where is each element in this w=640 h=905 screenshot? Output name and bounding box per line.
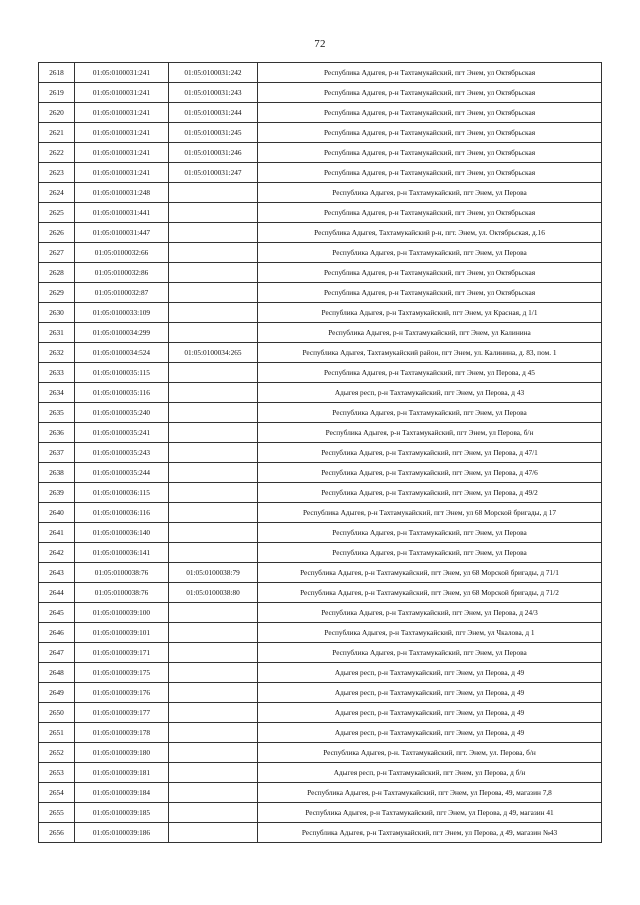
- table-row: [39, 563, 602, 583]
- table-row: [39, 83, 602, 103]
- cadastral-number-cell: 01:05:0100039:178: [75, 723, 169, 743]
- address-cell: Республика Адыгея, р-н Тахтамукайский, пгт Энем, ул Октябрьская: [258, 283, 602, 303]
- table-row: [39, 503, 602, 523]
- address-cell: Республика Адыгея, р-н Тахтамукайский, пгт Энем, ул Перова, 49, магазин 7,8: [258, 783, 602, 803]
- table-row: [39, 803, 602, 823]
- row-number-cell: 2632: [39, 343, 75, 363]
- address-cell: Республика Адыгея, р-н Тахтамукайский, пгт Энем, ул Чкалова, д 1: [258, 623, 602, 643]
- table-row: [39, 423, 602, 443]
- cadastral-number-cell: 01:05:0100039:177: [75, 703, 169, 723]
- address-cell: Республика Адыгея, р-н Тахтамукайский, пгт Энем, ул Перова, д 45: [258, 363, 602, 383]
- cadastral-number-cell: 01:05:0100032:66: [75, 243, 169, 263]
- cadastral-number-cell: 01:05:0100035:116: [75, 383, 169, 403]
- table-row: [39, 703, 602, 723]
- cadastral-number-cell: 01:05:0100031:441: [75, 203, 169, 223]
- address-cell: Республика Адыгея, р-н Тахтамукайский, пгт Энем, ул Перова, д 49, магазин №43: [258, 823, 602, 843]
- cadastral-number-cell: 01:05:0100036:140: [75, 523, 169, 543]
- sub-cadastral-number-cell: [169, 303, 258, 323]
- sub-cadastral-number-cell: [169, 203, 258, 223]
- row-number-cell: 2637: [39, 443, 75, 463]
- cadastral-number-cell: 01:05:0100031:241: [75, 103, 169, 123]
- sub-cadastral-number-cell: [169, 803, 258, 823]
- cadastral-number-cell: 01:05:0100031:241: [75, 123, 169, 143]
- row-number-cell: 2629: [39, 283, 75, 303]
- row-number-cell: 2649: [39, 683, 75, 703]
- address-cell: Республика Адыгея, р-н Тахтамукайский, пгт Энем, ул Октябрьская: [258, 83, 602, 103]
- table-row: [39, 323, 602, 343]
- table-row: [39, 623, 602, 643]
- cadastral-number-cell: 01:05:0100032:86: [75, 263, 169, 283]
- sub-cadastral-number-cell: [169, 323, 258, 343]
- address-cell: Республика Адыгея, р-н Тахтамукайский, пгт Энем, ул Перова, б/н: [258, 423, 602, 443]
- table-row: [39, 243, 602, 263]
- table-row: [39, 143, 602, 163]
- row-number-cell: 2638: [39, 463, 75, 483]
- address-cell: Адыгея респ, р-н Тахтамукайский, пгт Энем, ул Перова, д б/н: [258, 763, 602, 783]
- sub-cadastral-number-cell: [169, 623, 258, 643]
- sub-cadastral-number-cell: [169, 263, 258, 283]
- row-number-cell: 2621: [39, 123, 75, 143]
- cadastral-number-cell: 01:05:0100032:87: [75, 283, 169, 303]
- table-row: [39, 603, 602, 623]
- address-cell: Республика Адыгея, р-н Тахтамукайский, пгт Энем, ул Перова, д 49, магазин 41: [258, 803, 602, 823]
- sub-cadastral-number-cell: [169, 543, 258, 563]
- cadastral-number-cell: 01:05:0100039:176: [75, 683, 169, 703]
- sub-cadastral-number-cell: [169, 603, 258, 623]
- cadastral-number-cell: 01:05:0100031:241: [75, 163, 169, 183]
- address-cell: Республика Адыгея, р-н Тахтамукайский, пгт Энем, ул 68 Морской бригады, д 17: [258, 503, 602, 523]
- address-cell: Республика Адыгея, р-н Тахтамукайский, пгт Энем, ул Октябрьская: [258, 163, 602, 183]
- address-cell: Республика Адыгея, р-н Тахтамукайский, пгт Энем, ул Октябрьская: [258, 263, 602, 283]
- table-row: [39, 183, 602, 203]
- sub-cadastral-number-cell: [169, 643, 258, 663]
- sub-cadastral-number-cell: [169, 443, 258, 463]
- address-cell: Адыгея респ, р-н Тахтамукайский, пгт Энем, ул Перова, д 49: [258, 703, 602, 723]
- address-cell: Республика Адыгея, р-н Тахтамукайский, пгт Энем, ул Октябрьская: [258, 143, 602, 163]
- table-row: [39, 203, 602, 223]
- table-row: [39, 723, 602, 743]
- address-cell: Республика Адыгея, р-н Тахтамукайский, пгт Энем, ул Перова: [258, 643, 602, 663]
- sub-cadastral-number-cell: [169, 683, 258, 703]
- row-number-cell: 2622: [39, 143, 75, 163]
- address-cell: Республика Адыгея, р-н Тахтамукайский, пгт Энем, ул Перова, д 47/1: [258, 443, 602, 463]
- address-cell: Республика Адыгея, р-н Тахтамукайский, пгт Энем, ул Перова, д 24/3: [258, 603, 602, 623]
- address-cell: Адыгея респ, р-н Тахтамукайский, пгт Энем, ул Перова, д 43: [258, 383, 602, 403]
- address-cell: Республика Адыгея, Тахтамукайский район, пгт Энем, ул. Калинина, д. 83, пом. 1: [258, 343, 602, 363]
- cadastral-number-cell: 01:05:0100039:186: [75, 823, 169, 843]
- table-row: [39, 683, 602, 703]
- table-row: [39, 783, 602, 803]
- row-number-cell: 2640: [39, 503, 75, 523]
- table-row: [39, 403, 602, 423]
- address-cell: Республика Адыгея, р-н Тахтамукайский, пгт Энем, ул Перова, д 49/2: [258, 483, 602, 503]
- table-row: [39, 443, 602, 463]
- cadastral-number-cell: 01:05:0100031:248: [75, 183, 169, 203]
- sub-cadastral-number-cell: [169, 503, 258, 523]
- row-number-cell: 2642: [39, 543, 75, 563]
- row-number-cell: 2656: [39, 823, 75, 843]
- cadastral-number-cell: 01:05:0100035:243: [75, 443, 169, 463]
- table-row: [39, 343, 602, 363]
- sub-cadastral-number-cell: [169, 243, 258, 263]
- address-cell: Адыгея респ, р-н Тахтамукайский, пгт Энем, ул Перова, д 49: [258, 663, 602, 683]
- cadastral-number-cell: 01:05:0100039:171: [75, 643, 169, 663]
- cadastral-number-cell: 01:05:0100035:244: [75, 463, 169, 483]
- address-cell: Республика Адыгея, р-н Тахтамукайский, пгт Энем, ул Перова: [258, 523, 602, 543]
- table-row: [39, 463, 602, 483]
- address-cell: Республика Адыгея, р-н Тахтамукайский, пгт Энем, ул Октябрьская: [258, 123, 602, 143]
- table-row: [39, 383, 602, 403]
- cadastral-number-cell: 01:05:0100039:185: [75, 803, 169, 823]
- sub-cadastral-number-cell: 01:05:0100038:79: [169, 563, 258, 583]
- sub-cadastral-number-cell: [169, 723, 258, 743]
- address-cell: Республика Адыгея, р-н Тахтамукайский, пгт Энем, ул Октябрьская: [258, 103, 602, 123]
- sub-cadastral-number-cell: [169, 423, 258, 443]
- cadastral-number-cell: 01:05:0100034:299: [75, 323, 169, 343]
- address-cell: Республика Адыгея, р-н Тахтамукайский, пгт Энем, ул Перова: [258, 183, 602, 203]
- cadastral-number-cell: 01:05:0100039:184: [75, 783, 169, 803]
- row-number-cell: 2653: [39, 763, 75, 783]
- row-number-cell: 2644: [39, 583, 75, 603]
- row-number-cell: 2651: [39, 723, 75, 743]
- address-cell: Республика Адыгея, р-н Тахтамукайский, пгт Энем, ул Калинина: [258, 323, 602, 343]
- sub-cadastral-number-cell: [169, 363, 258, 383]
- page-number: 72: [314, 38, 326, 50]
- cadastral-number-cell: 01:05:0100038:76: [75, 563, 169, 583]
- sub-cadastral-number-cell: 01:05:0100031:244: [169, 103, 258, 123]
- sub-cadastral-number-cell: 01:05:0100031:243: [169, 83, 258, 103]
- sub-cadastral-number-cell: 01:05:0100031:242: [169, 63, 258, 83]
- row-number-cell: 2626: [39, 223, 75, 243]
- table-row: [39, 543, 602, 563]
- cadastral-number-cell: 01:05:0100036:116: [75, 503, 169, 523]
- cadastral-number-cell: 01:05:0100039:175: [75, 663, 169, 683]
- sub-cadastral-number-cell: [169, 703, 258, 723]
- row-number-cell: 2631: [39, 323, 75, 343]
- row-number-cell: 2645: [39, 603, 75, 623]
- sub-cadastral-number-cell: [169, 403, 258, 423]
- table-row: [39, 63, 602, 83]
- cadastral-number-cell: 01:05:0100035:240: [75, 403, 169, 423]
- address-cell: Республика Адыгея, р-н Тахтамукайский, пгт Энем, ул Перова: [258, 543, 602, 563]
- sub-cadastral-number-cell: [169, 223, 258, 243]
- row-number-cell: 2620: [39, 103, 75, 123]
- table-row: [39, 763, 602, 783]
- sub-cadastral-number-cell: 01:05:0100038:80: [169, 583, 258, 603]
- cadastral-number-cell: 01:05:0100039:181: [75, 763, 169, 783]
- row-number-cell: 2648: [39, 663, 75, 683]
- address-cell: Республика Адыгея, р-н Тахтамукайский, пгт Энем, ул Октябрьская: [258, 203, 602, 223]
- sub-cadastral-number-cell: [169, 483, 258, 503]
- table-row: [39, 123, 602, 143]
- sub-cadastral-number-cell: 01:05:0100034:265: [169, 343, 258, 363]
- cadastral-number-cell: 01:05:0100031:447: [75, 223, 169, 243]
- table-row: [39, 163, 602, 183]
- address-cell: Республика Адыгея, р-н Тахтамукайский, пгт Энем, ул Красная, д 1/1: [258, 303, 602, 323]
- table-row: [39, 223, 602, 243]
- table-row: [39, 303, 602, 323]
- row-number-cell: 2627: [39, 243, 75, 263]
- sub-cadastral-number-cell: 01:05:0100031:245: [169, 123, 258, 143]
- table-row: [39, 363, 602, 383]
- row-number-cell: 2647: [39, 643, 75, 663]
- address-cell: Адыгея респ, р-н Тахтамукайский, пгт Энем, ул Перова, д 49: [258, 723, 602, 743]
- sub-cadastral-number-cell: [169, 663, 258, 683]
- sub-cadastral-number-cell: [169, 763, 258, 783]
- row-number-cell: 2618: [39, 63, 75, 83]
- address-cell: Республика Адыгея, р-н Тахтамукайский, пгт Энем, ул Октябрьская: [258, 63, 602, 83]
- sub-cadastral-number-cell: [169, 283, 258, 303]
- address-cell: Республика Адыгея, р-н Тахтамукайский, пгт Энем, ул Перова: [258, 243, 602, 263]
- cadastral-number-cell: 01:05:0100039:101: [75, 623, 169, 643]
- sub-cadastral-number-cell: 01:05:0100031:246: [169, 143, 258, 163]
- cadastral-number-cell: 01:05:0100039:100: [75, 603, 169, 623]
- cadastral-number-cell: 01:05:0100039:180: [75, 743, 169, 763]
- registry-table: [38, 62, 602, 843]
- row-number-cell: 2641: [39, 523, 75, 543]
- row-number-cell: 2633: [39, 363, 75, 383]
- registry-table-body: [39, 63, 602, 843]
- table-row: [39, 643, 602, 663]
- table-row: [39, 663, 602, 683]
- row-number-cell: 2643: [39, 563, 75, 583]
- cadastral-number-cell: 01:05:0100036:115: [75, 483, 169, 503]
- cadastral-number-cell: 01:05:0100031:241: [75, 83, 169, 103]
- row-number-cell: 2624: [39, 183, 75, 203]
- cadastral-number-cell: 01:05:0100031:241: [75, 63, 169, 83]
- row-number-cell: 2639: [39, 483, 75, 503]
- row-number-cell: 2635: [39, 403, 75, 423]
- sub-cadastral-number-cell: [169, 183, 258, 203]
- cadastral-number-cell: 01:05:0100034:524: [75, 343, 169, 363]
- row-number-cell: 2636: [39, 423, 75, 443]
- table-row: [39, 823, 602, 843]
- address-cell: Адыгея респ, р-н Тахтамукайский, пгт Энем, ул Перова, д 49: [258, 683, 602, 703]
- table-row: [39, 523, 602, 543]
- table-row: [39, 263, 602, 283]
- table-row: [39, 743, 602, 763]
- address-cell: Республика Адыгея, Тахтамукайский р-н, пгт. Энем, ул. Октябрьская, д.16: [258, 223, 602, 243]
- address-cell: Республика Адыгея, р-н. Тахтамукайский, пгт. Энем, ул. Перова, б/н: [258, 743, 602, 763]
- sub-cadastral-number-cell: [169, 523, 258, 543]
- table-row: [39, 483, 602, 503]
- row-number-cell: 2634: [39, 383, 75, 403]
- address-cell: Республика Адыгея, р-н Тахтамукайский, пгт Энем, ул Перова, д 47/6: [258, 463, 602, 483]
- cadastral-number-cell: 01:05:0100036:141: [75, 543, 169, 563]
- table-row: [39, 103, 602, 123]
- row-number-cell: 2628: [39, 263, 75, 283]
- row-number-cell: 2646: [39, 623, 75, 643]
- row-number-cell: 2630: [39, 303, 75, 323]
- row-number-cell: 2625: [39, 203, 75, 223]
- row-number-cell: 2619: [39, 83, 75, 103]
- row-number-cell: 2650: [39, 703, 75, 723]
- cadastral-number-cell: 01:05:0100038:76: [75, 583, 169, 603]
- address-cell: Республика Адыгея, р-н Тахтамукайский, пгт Энем, ул Перова: [258, 403, 602, 423]
- sub-cadastral-number-cell: 01:05:0100031:247: [169, 163, 258, 183]
- sub-cadastral-number-cell: [169, 383, 258, 403]
- address-cell: Республика Адыгея, р-н Тахтамукайский, пгт Энем, ул 68 Морской бригады, д 71/2: [258, 583, 602, 603]
- cadastral-number-cell: 01:05:0100031:241: [75, 143, 169, 163]
- sub-cadastral-number-cell: [169, 823, 258, 843]
- cadastral-number-cell: 01:05:0100033:109: [75, 303, 169, 323]
- cadastral-number-cell: 01:05:0100035:115: [75, 363, 169, 383]
- cadastral-number-cell: 01:05:0100035:241: [75, 423, 169, 443]
- row-number-cell: 2623: [39, 163, 75, 183]
- sub-cadastral-number-cell: [169, 463, 258, 483]
- row-number-cell: 2652: [39, 743, 75, 763]
- table-row: [39, 283, 602, 303]
- address-cell: Республика Адыгея, р-н Тахтамукайский, пгт Энем, ул 68 Морской бригады, д 71/1: [258, 563, 602, 583]
- table-row: [39, 583, 602, 603]
- sub-cadastral-number-cell: [169, 783, 258, 803]
- sub-cadastral-number-cell: [169, 743, 258, 763]
- row-number-cell: 2654: [39, 783, 75, 803]
- row-number-cell: 2655: [39, 803, 75, 823]
